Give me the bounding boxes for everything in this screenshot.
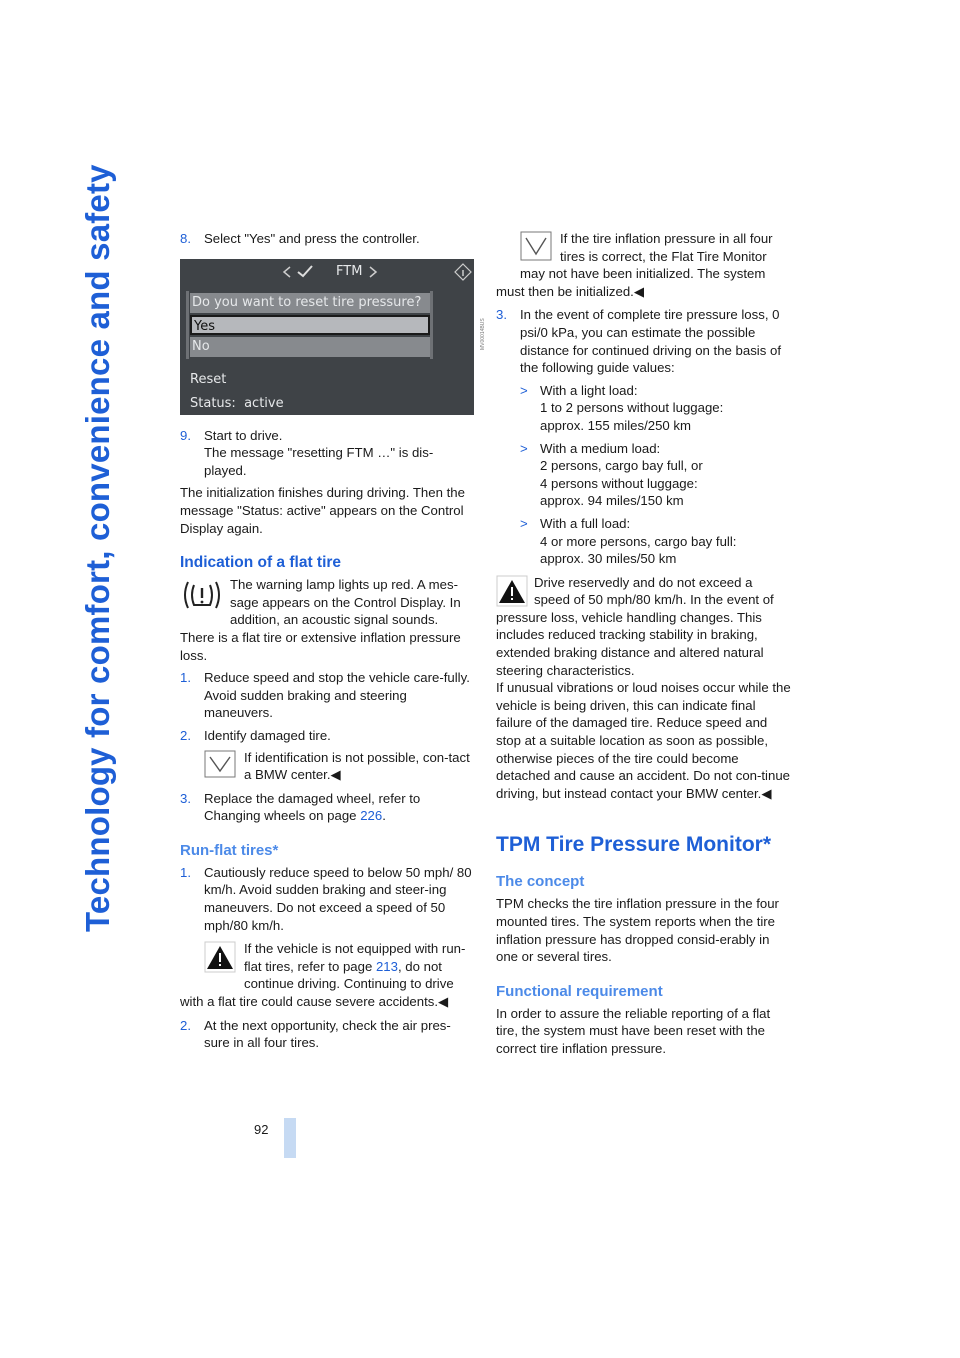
heading-tpm: TPM Tire Pressure Monitor* bbox=[496, 833, 772, 857]
heading-concept: The concept bbox=[496, 873, 585, 891]
distance-step-3: 3. In the event of complete tire pressure loss, 0 psi/0 kPa, you can estimate the possible distance for continued driving on the basis of the following guide values: bbox=[496, 307, 781, 376]
flat-tire-block: The warning lamp lights up red. A mes-sage appears on the Control Display. In addition, an acoustic signal sounds. There is a flat tire or extensive inflation pressure loss. bbox=[180, 577, 461, 663]
image-code: MV00014BUS bbox=[480, 318, 486, 350]
note-icon bbox=[204, 749, 238, 779]
right-column bbox=[496, 230, 791, 1058]
step-number: 8. bbox=[180, 231, 191, 246]
arrow-right-icon bbox=[370, 267, 376, 277]
runflat-step-1: 1. Cautiously reduce speed to below 50 mph/ 80 km/h. Avoid sudden braking and steer-ing maneuvers. Do not exceed a speed of 50 mph/80 km/h. bbox=[180, 864, 472, 933]
flat-step-2: 2. Identify damaged tire. bbox=[180, 727, 331, 743]
page-marker-bar bbox=[284, 1118, 296, 1158]
screen-question: Do you want to reset tire pressure? bbox=[190, 293, 432, 313]
warning-triangle-icon bbox=[204, 940, 238, 976]
warning-lamp-icon bbox=[180, 576, 224, 614]
flat-step-3: 3. Replace the damaged wheel, refer to Changing wheels on page 226. bbox=[180, 790, 421, 824]
note-icon bbox=[520, 230, 554, 264]
runflat-warning: If the vehicle is not equipped with run-flat tires, refer to page 213, do not continue driving. Continuing to drive with a flat tire could cause severe accidents.◀ bbox=[180, 941, 466, 1010]
page-link-213[interactable]: 213 bbox=[375, 958, 398, 974]
screen-option-no: No bbox=[190, 337, 432, 357]
screen-header: FTM bbox=[336, 263, 363, 279]
heading-flat-tire: Indication of a flat tire bbox=[180, 554, 342, 572]
page-link-226[interactable]: 226 bbox=[360, 808, 383, 824]
heading-run-flat: Run-flat tires* bbox=[180, 841, 279, 859]
bullet-full-load: > With a full load: 4 or more persons, cargo bay full: approx. 30 miles/50 km bbox=[520, 515, 737, 567]
step-9: 9. Start to drive. The message "resetting FTM …" is dis-played. bbox=[180, 427, 434, 478]
warning-triangle-icon bbox=[496, 574, 530, 608]
driving-warning: Drive reservedly and do not exceed a speed of 50 mph/80 km/h. In the event of pressure loss, vehicle handling changes. This includes reduced tracking stability in braking, extended braking distance and altered natural steering characteristics. If unusual vibrations or loud noises occur while the vehicle is being driven, this can indicate final failure of the damaged tire. Reduce speed and stop at a suitable location as soon as possible, otherwise pieces of the tire could become detached and cause an accident. Do not con-tinue driving, but instead contact your BMW center.◀ bbox=[496, 574, 791, 801]
page-number: 92 bbox=[254, 1122, 269, 1137]
functional-paragraph: In order to assure the reliable reporting of a flat tire, the system must have been reset with the correct tire inflation pressure. bbox=[496, 1005, 771, 1056]
control-display-screenshot bbox=[180, 259, 474, 415]
bullet-light-load: > With a light load: 1 to 2 persons without luggage: approx. 155 miles/250 km bbox=[520, 382, 724, 433]
heading-functional-requirement: Functional requirement bbox=[496, 982, 663, 1000]
note-identification: If identification is not possible, con-tact a BMW center.◀ bbox=[204, 749, 475, 784]
screen-option-yes: Yes bbox=[190, 315, 430, 335]
arrow-left-icon bbox=[284, 267, 290, 277]
concept-paragraph: TPM checks the tire inflation pressure in the four mounted tires. The system reports when the tire inflation pressure has dropped consid-erably in one or several tires. bbox=[496, 896, 779, 965]
screen-reset: Reset bbox=[190, 371, 227, 387]
chapter-sidebar bbox=[78, 164, 158, 932]
step-8 bbox=[180, 230, 475, 248]
chapter-title: Technology for comfort, convenience and safety bbox=[79, 164, 116, 932]
init-paragraph: The initialization finishes during driving. Then the message "Status: active" appears on the Control Display again. bbox=[180, 485, 465, 536]
screen-status: Status: active bbox=[190, 395, 284, 411]
step-text: Select "Yes" and press the controller. bbox=[204, 231, 420, 246]
bullet-medium-load: > With a medium load: 2 persons, cargo bay full, or 4 persons without luggage: approx. 94 miles/150 km bbox=[520, 440, 703, 509]
note-initialization: If the tire inflation pressure in all four tires is correct, the Flat Tire Monitor may not have been initialized. The system must then be initialized.◀ bbox=[496, 231, 773, 299]
flat-step-1: 1. Reduce speed and stop the vehicle care-fully. Avoid sudden braking and steering maneuvers. bbox=[180, 670, 470, 721]
check-icon bbox=[298, 266, 312, 276]
runflat-step-2: 2. At the next opportunity, check the air pres-sure in all four tires. bbox=[180, 1017, 451, 1051]
left-column bbox=[180, 230, 486, 1052]
